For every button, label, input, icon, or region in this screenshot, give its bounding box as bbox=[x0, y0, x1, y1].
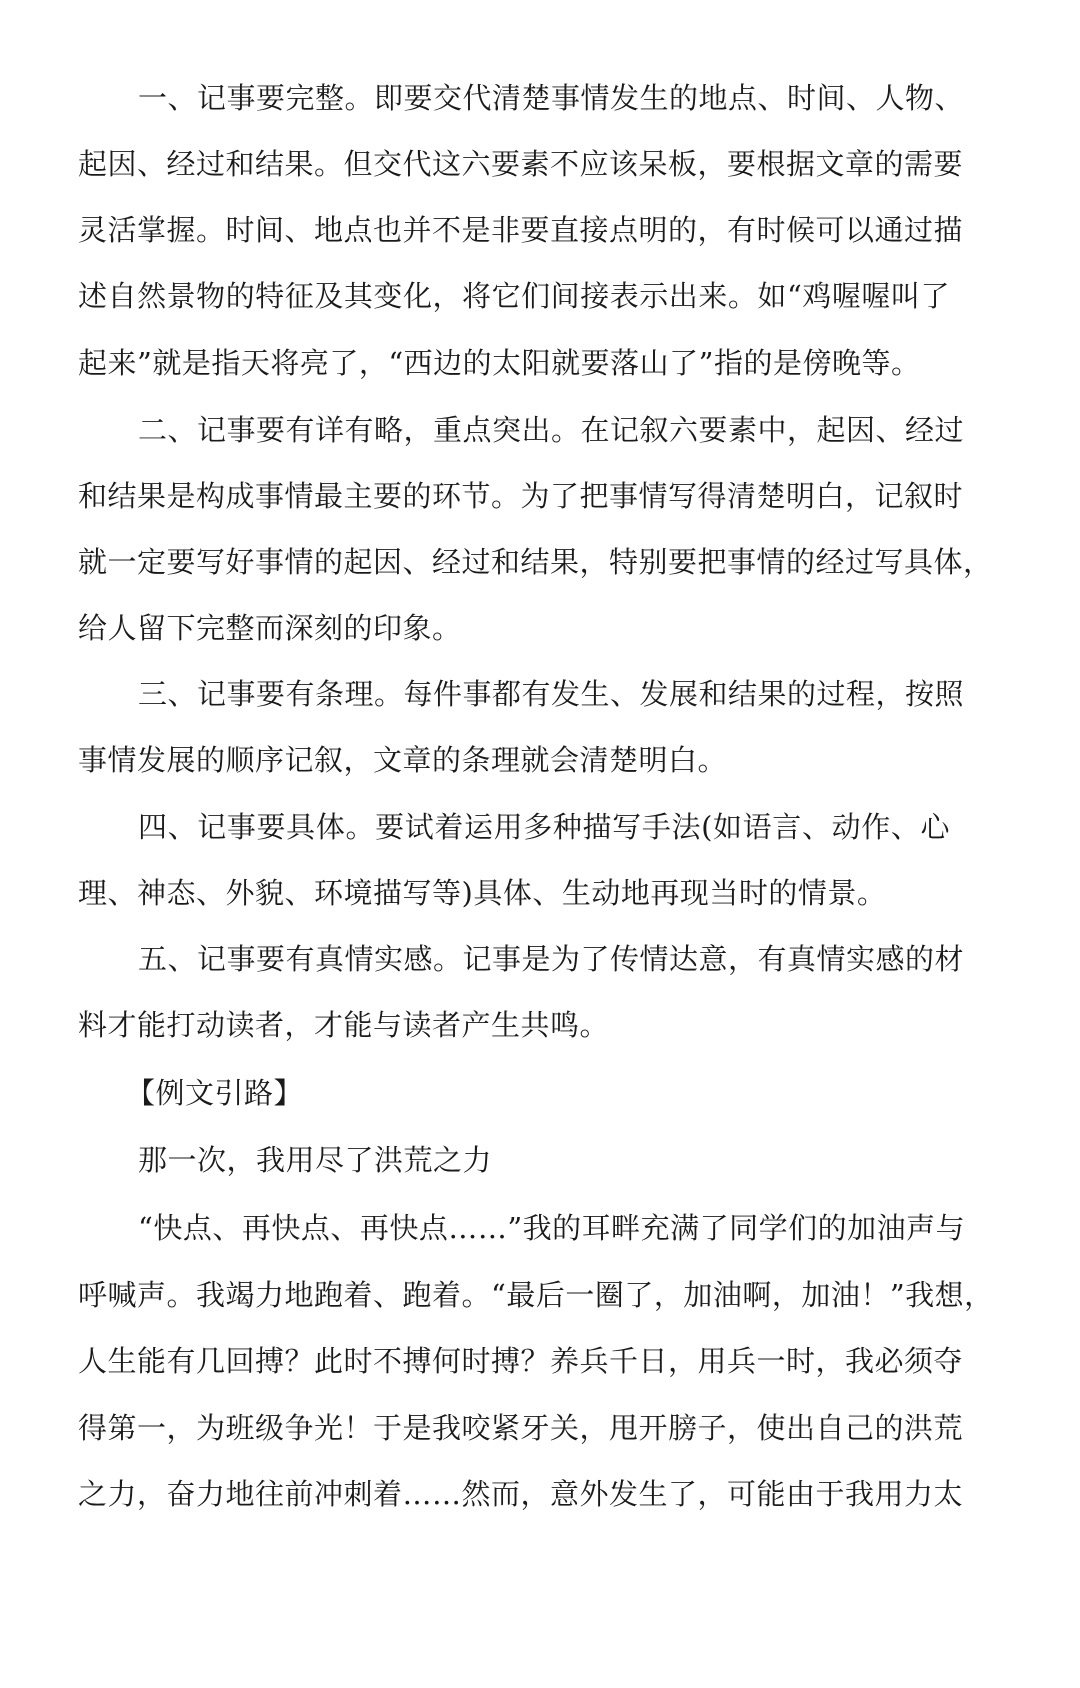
paragraph-line: 和结果是构成事情最主要的环节。为了把事情写得清楚明白，记叙时 bbox=[78, 479, 964, 513]
section-heading: 【例文引路】 bbox=[126, 1076, 304, 1110]
paragraph-line: 理、神态、外貌、环境描写等)具体、生动地再现当时的情景。 bbox=[78, 876, 887, 910]
paragraph-line: 给人留下完整而深刻的印象。 bbox=[78, 611, 462, 645]
essay-title: 那一次，我用尽了洪荒之力 bbox=[138, 1143, 493, 1177]
paragraph-line: 起来”就是指天将亮了，“西边的太阳就要落山了”指的是傍晚等。 bbox=[78, 346, 921, 380]
paragraph-line: 灵活掌握。时间、地点也并不是非要直接点明的，有时候可以通过描 bbox=[78, 213, 964, 247]
paragraph-line: 料才能打动读者，才能与读者产生共鸣。 bbox=[78, 1008, 610, 1042]
essay-line: 得第一，为班级争光！于是我咬紧牙关，甩开膀子，使出自己的洪荒 bbox=[78, 1411, 964, 1445]
paragraph-line: 四、记事要具体。要试着运用多种描写手法(如语言、动作、心 bbox=[138, 810, 950, 844]
essay-line: 呼喊声。我竭力地跑着、跑着。“最后一圈了，加油啊，加油！”我想， bbox=[78, 1278, 994, 1312]
paragraph-line: 就一定要写好事情的起因、经过和结果，特别要把事情的经过写具体， bbox=[78, 545, 993, 579]
essay-line: 人生能有几回搏？此时不搏何时搏？养兵千日，用兵一时，我必须夺 bbox=[78, 1344, 964, 1378]
paragraph-line: 起因、经过和结果。但交代这六要素不应该呆板，要根据文章的需要 bbox=[78, 147, 964, 181]
paragraph-line: 一、记事要完整。即要交代清楚事情发生的地点、时间、人物、 bbox=[138, 81, 965, 115]
paragraph-line: 述自然景物的特征及其变化，将它们间接表示出来。如“鸡喔喔叫了 bbox=[78, 279, 950, 313]
essay-line: “快点、再快点、再快点……”我的耳畔充满了同学们的加油声与 bbox=[138, 1211, 966, 1245]
paragraph-line: 五、记事要有真情实感。记事是为了传情达意，有真情实感的材 bbox=[138, 942, 965, 976]
paragraph-line: 三、记事要有条理。每件事都有发生、发展和结果的过程，按照 bbox=[138, 677, 965, 711]
paragraph-line: 事情发展的顺序记叙，文章的条理就会清楚明白。 bbox=[78, 743, 728, 777]
paragraph-line: 二、记事要有详有略，重点突出。在记叙六要素中，起因、经过 bbox=[138, 413, 965, 447]
essay-line: 之力，奋力地往前冲刺着……然而，意外发生了，可能由于我用力太 bbox=[78, 1477, 964, 1511]
